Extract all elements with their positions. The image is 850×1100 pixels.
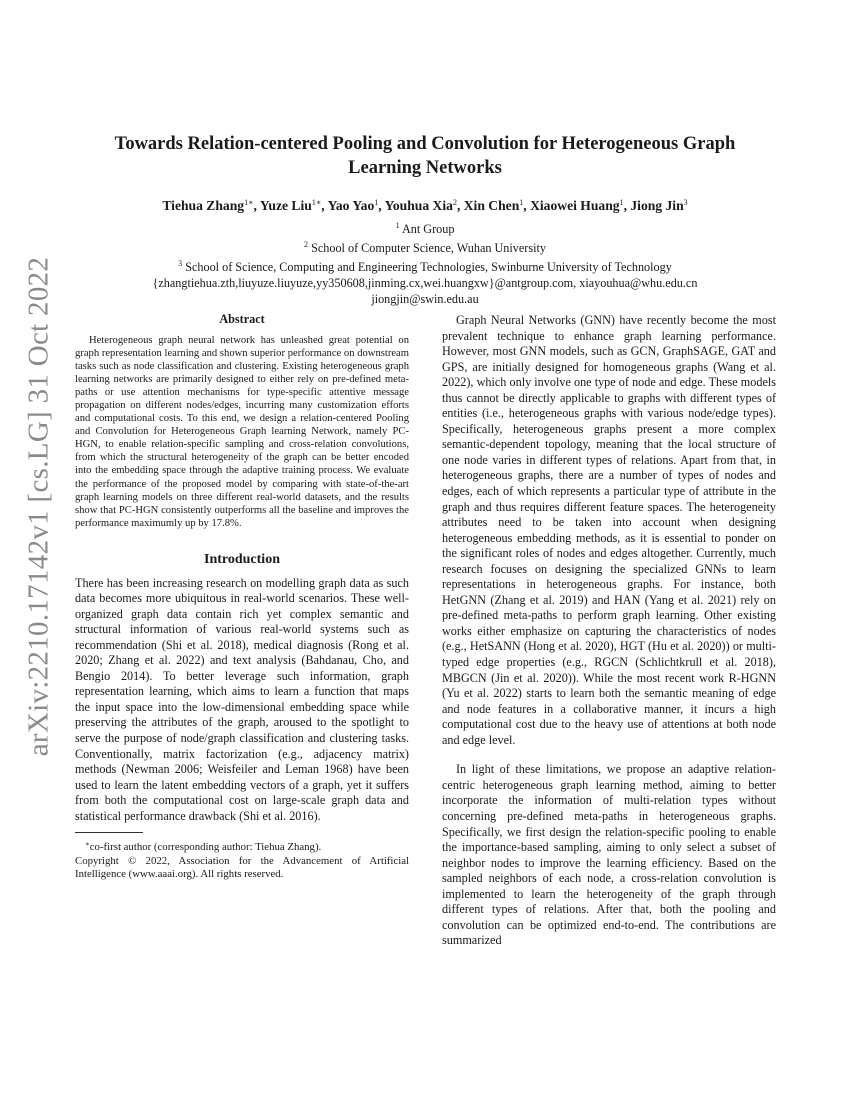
author: Jiong Jin$^3$ [630,198,688,213]
right-column [442,313,776,949]
affiliation: $^3$ School of Science, Computing and Engineering Technologies, Swinburne University of Technology [178,259,672,274]
author: Yao Yao$^1$, [327,198,385,213]
introduction-heading: Introduction [204,551,280,567]
body-paragraph: Graph Neural Networks (GNN) have recently become the most prevalent technique to enhance graph learning performance. However, most GNN models, such as GCN, GraphSAGE, GAT and GPS, are initially designed for homogeneous graphs (Wang et al. 2022), which only involve one type of node and edge. These models thus cannot be directly applicable to graphs with different types of entities (i.e., heterogeneous graphs with various node/edge types). Specifically, heterogeneous graphs present a more complex semantic-dependent topology, meaning that the local structure of one node varies in different types of relations. Apart from that, in heterogeneous graphs, there are a number of types of nodes and edges, each of which represents a particular type of attribute in the graph and thus requires different feature spaces. The heterogeneity attributes need to be taken into account when designing heterogeneous embedding methods, as it is essential to ponder on the significant roles of nodes and edges altogether. Currently, much research focuses on designing the specialized GNNs to learn representations in heterogeneous graphs. For instance, both HetGNN (Zhang et al. 2019) and HAN (Yang et al. 2021) rely on pre-defined meta-paths to perform graph learning. Other existing works either emphasize on capturing the characteristics of nodes (e.g., HetSANN (Hong et al. 2020), HGT (Hu et al. 2020)) or multi-typed edge properties (e.g., RGCN (Schlichtkrull et al. 2018), MBGCN (Jin et al. 2020)). While the most recent work R-HGNN (Yu et al. 2022) starts to learn both the semantic meaning of edge and node features in a collaborative manner, it incurs a high computational cost due to the heavy use of attentions at both node and edge level. [442,313,776,747]
affiliation: $^2$ School of Computer Science, Wuhan University [304,240,546,255]
author: Yuze Liu$^{1∗}$, [259,198,328,213]
title-line-1: Towards Relation-centered Pooling and Convolution for Heterogeneous Graph [114,134,736,154]
intro-paragraph: There has been increasing research on modelling graph data as such data becomes more ubiquitous in real-world scenarios. These well-organized graph data contain rich yet complex semantic and structural information of various real-world systems such as recommendation (Shi et al. 2018), medical diagnosis (Rong et al. 2020; Zhang et al. 2022) and text analysis (Bahdanau, Cho, and Bengio 2014). To better leverage such information, graph representation learning, which aims to learn a function that maps the input space into the low-dimensional embedding space while preserving the attributes of the graph, aroused to the spotlight to serve the purpose of node/graph classification and clustering tasks. Conventionally, matrix factorization (e.g., adjacency matrix) methods (Newman 2006; Weisfeiler and Leman 1968) have been used to learn the latent embedding vectors of a graph, yet it suffers from both the computational cost on large-scale graph data and statistical performance drawback (Shi et al. 2016). [75,575,409,823]
author: Youhua Xia$^2$, [384,198,464,213]
author: Xin Chen$^1$, [463,198,531,213]
affiliation: $^1$ Ant Group [395,221,455,236]
paper-title [80,132,770,180]
author: Xiaowei Huang$^1$, [530,198,631,213]
title-line-2: Learning Networks [348,158,502,178]
paper-header [80,132,770,307]
arxiv-stamp [8,256,70,756]
body-paragraph: In light of these limitations, we propose an adaptive relation-centric heterogeneous graph learning method, aiming to better incorporate the information of multi-relation types without concerning pre-defined meta-paths in heterogeneous graphs. Specifically, we first design the relation-specific pooling to enable the importance-based sampling, aiming to only select a subset of neighbor nodes to improve the learning efficiency. Based on the sampled neighbors of each node, a cross-relation convolution is implemented to learn the heterogeneity of the graph through different types of relations. After that, both the pooling and convolution can be optimized end-to-end. The contributions are summarized [442,762,776,948]
email-line: jiongjin@swin.edu.au [371,292,479,306]
left-column [75,312,409,881]
abstract-heading: Abstract [219,312,265,326]
copyright-notice: Copyright © 2022, Association for the Advancement of Artificial Intelligence (www.aaai.org). All rights reserved. [75,854,409,881]
author-list [80,194,770,215]
footnote-rule [75,832,143,833]
abstract-body: Heterogeneous graph neural network has unleashed great potential on graph representation learning and shown superior performance on downstream tasks such as node classification and clustering. Existing heterogeneous graph learning networks are primarily designed to either rely on pre-defined meta-paths or use attention mechanisms for type-specific attentive message propagation on different nodes/edges, incurring many customization efforts and computational costs. To this end, we design a relation-centered Pooling and Convolution for Heterogeneous Graph learning Network, namely PC-HGN, to enable relation-specific sampling and cross-relation convolutions, from which the structural heterogeneity of the graph can be better encoded into the embedding space through the adaptive training process. We evaluate the performance of the proposed model by comparing with state-of-the-art graph learning models on three different real-world datasets, and the results show that PC-HGN consistently outperforms all the baseline and improves the performance maximumly up by 17.8%. [75,334,409,529]
email-line: {zhangtiehua.zth,liuyuze.liuyuze,yy350608,jinming.cx,wei.huangxw}@antgroup.com, xiayouhua@whu.edu.cn [152,276,698,290]
arxiv-stamp-text: arXiv:2210.17142v1 [cs.LG] 31 Oct 2022 [22,256,55,756]
author: Tiehua Zhang$^{1∗}$, [162,198,260,213]
footnote: ∗co-first author (corresponding author: Tiehua Zhang). [85,840,322,854]
